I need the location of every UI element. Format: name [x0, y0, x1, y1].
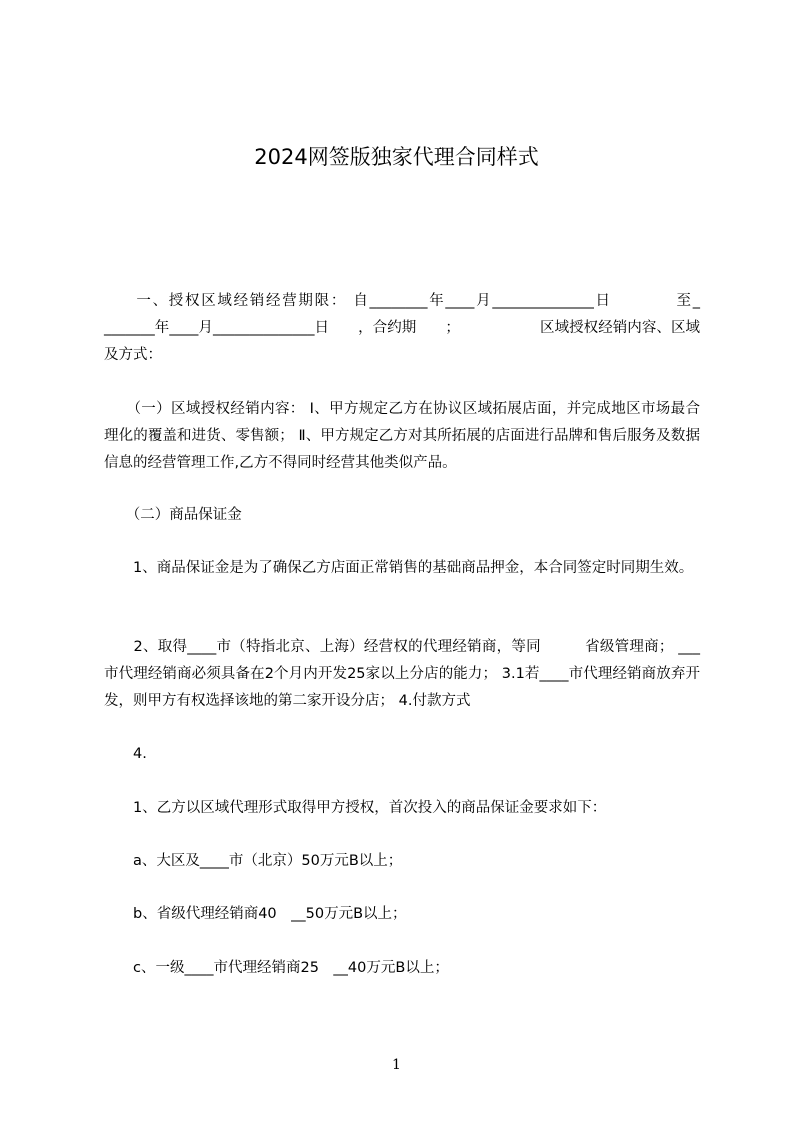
page-number: 1: [392, 1057, 401, 1073]
list-item-c: c、一级____市代理经销商25 __40万元B以上；: [104, 960, 449, 976]
paragraph-deposit-clause-1: 1、商品保证金是为了确保乙方店面正常销售的基础商品押金，本合同签定时同期生效。: [104, 560, 694, 576]
paragraph-deposit-clause-2: 2、取得____市（特指北京、上海）经营权的代理经销商，等同 省级管理商； ___市代理经销商必须具备在2个月内开发25家以上分店的能力； 3.1若____市代理经销商放弃开发，则甲方有权选择该地的第二家开设分店； 4.付款方式: [104, 639, 700, 709]
list-item-b: b、省级代理经销商40 __50万元B以上；: [104, 906, 407, 922]
list-item-a: a、大区及____市（北京）50万元B以上；: [104, 853, 403, 869]
document-title: 2024网签版独家代理合同样式: [254, 145, 539, 169]
paragraph-authorized-content: （一）区域授权经销内容： Ⅰ、甲方规定乙方在协议区域拓展店面，并完成地区市场最合理化的覆盖和进货、零售额； Ⅱ、甲方规定乙方对其所拓展的店面进行品牌和售后服务及数据信息的经营管理工作,乙方不得同时经营其他类似产品。: [104, 401, 700, 471]
paragraph-authorization-period: 一、授权区域经销经营期限： 自________年____月______________日 至_ _______年____月______________日 ，合约期 ； 区域授权经销内容、区域及方式：: [104, 293, 700, 363]
paragraph-deposit-requirement: 1、乙方以区域代理形式取得甲方授权，首次投入的商品保证金要求如下：: [104, 800, 607, 816]
paragraph-deposit-heading: （二）商品保证金: [104, 507, 242, 523]
paragraph-section-4: 4.: [104, 746, 147, 762]
